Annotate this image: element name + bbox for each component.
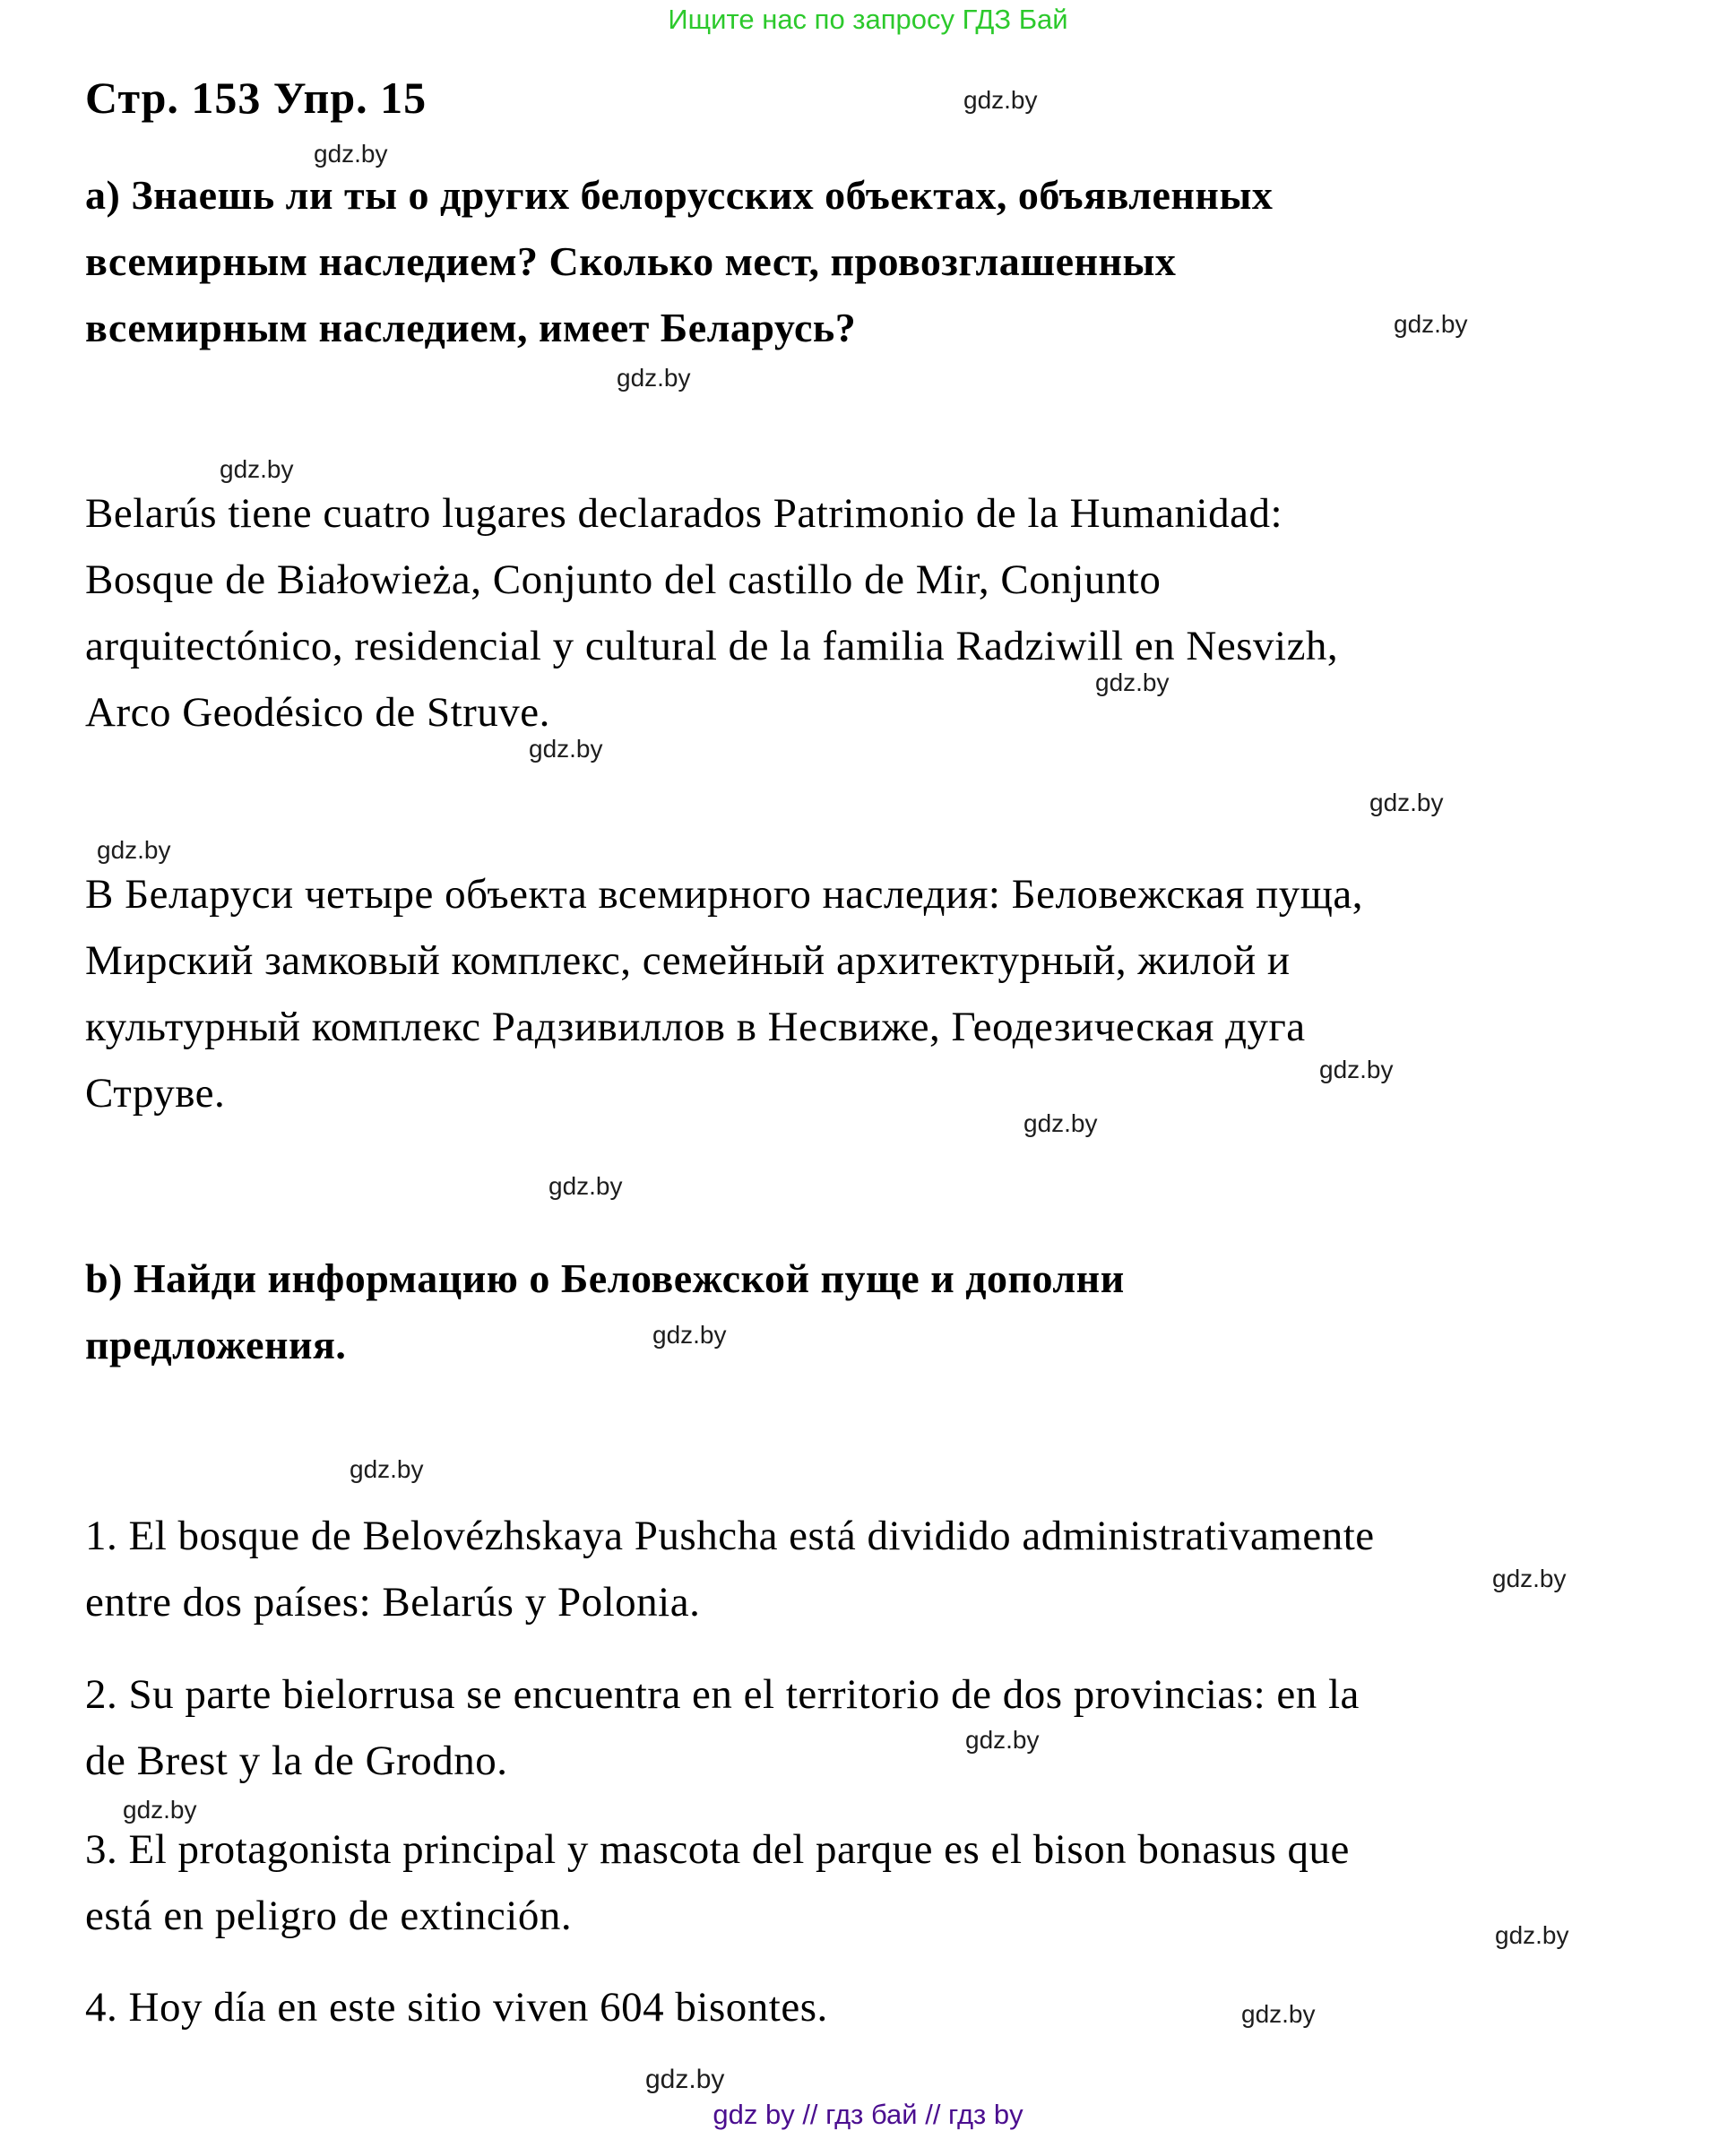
answer-russian-line: Мирский замковый комплекс, семейный архитектурный, жилой и: [85, 937, 1291, 984]
list-item-1: [85, 1503, 1375, 1635]
gdz-watermark: gdz.by: [548, 1172, 623, 1200]
answer-russian-line: Струве.: [85, 1070, 226, 1117]
list-item-line: 4. Hoy día en este sitio viven 604 bisontes.: [85, 1984, 828, 2031]
list-item-2: [85, 1661, 1360, 1794]
question-a-line: всемирным наследием? Сколько мест, провозглашенных: [85, 238, 1177, 284]
gdz-watermark: gdz.by: [963, 86, 1038, 114]
answer-russian-line: В Беларуси четыре объекта всемирного наследия: Беловежская пуща,: [85, 871, 1364, 918]
answer-russian-line: культурный комплекс Радзивиллов в Несвиже, Геодезическая дуга: [85, 1004, 1306, 1050]
answer-spanish: [85, 480, 1338, 746]
gdz-watermark: gdz.by: [1095, 668, 1170, 696]
answer-spanish-line: Belarús tiene cuatro lugares declarados Patrimonio de la Humanidad:: [85, 490, 1283, 537]
gdz-watermark: gdz.by: [529, 735, 603, 763]
question-a-line: всемирным наследием, имеет Беларусь?: [85, 305, 857, 350]
gdz-watermark: gdz.by: [1369, 789, 1444, 816]
gdz-watermark: gdz.by: [645, 2065, 725, 2094]
list-item-line: de Brest y la de Grodno.: [85, 1738, 508, 1784]
gdz-watermark: gdz.by: [1319, 1056, 1394, 1083]
footer-text: gdz by // гдз бай // гдз by: [713, 2099, 1023, 2130]
question-b-line: b) Найди информацию о Беловежской пуще и дополни: [85, 1255, 1125, 1301]
gdz-watermark: gdz.by: [617, 364, 691, 392]
answer-russian: [85, 861, 1363, 1126]
question-a: [85, 162, 1273, 361]
page-title: Стр. 153 Упр. 15: [85, 73, 428, 123]
gdz-watermark: gdz.by: [1394, 310, 1468, 338]
gdz-watermark: gdz.by: [1023, 1109, 1098, 1137]
list-item-3: [85, 1816, 1350, 1949]
gdz-watermark: gdz.by: [652, 1321, 727, 1349]
gdz-watermark: gdz.by: [1492, 1565, 1567, 1592]
gdz-watermark: gdz.by: [314, 140, 388, 168]
gdz-watermark: gdz.by: [97, 836, 171, 864]
gdz-watermark: gdz.by: [1495, 1921, 1569, 1949]
list-item-line: 1. El bosque de Belovézhskaya Pushcha está dividido administrativamente: [85, 1513, 1375, 1559]
question-b-line: предложения.: [85, 1322, 347, 1367]
question-b: [85, 1246, 1125, 1378]
gdz-watermark: gdz.by: [350, 1455, 424, 1483]
list-item-line: 3. El protagonista principal y mascota del parque es el bison bonasus que: [85, 1826, 1350, 1873]
list-item-line: está en peligro de extinción.: [85, 1893, 573, 1939]
gdz-watermark: gdz.by: [965, 1726, 1040, 1754]
answer-spanish-line: Bosque de Białowieża, Conjunto del castillo de Mir, Conjunto: [85, 556, 1162, 603]
list-item-line: entre dos países: Belarús y Polonia.: [85, 1579, 701, 1626]
answer-spanish-line: Arco Geodésico de Struve.: [85, 689, 550, 736]
answer-spanish-line: arquitectónico, residencial y cultural de la familia Radziwill en Nesvizh,: [85, 623, 1339, 669]
top-banner-text: Ищите нас по запросу ГДЗ Бай: [668, 4, 1068, 35]
list-item-line: 2. Su parte bielorrusa se encuentra en el territorio de dos provincias: en la: [85, 1671, 1360, 1718]
list-item-4: [85, 1974, 828, 2040]
gdz-watermark: gdz.by: [1241, 2000, 1316, 2028]
question-a-line: а) Знаешь ли ты о других белорусских объектах, объявленных: [85, 172, 1274, 218]
gdz-watermark: gdz.by: [123, 1796, 197, 1824]
gdz-watermark: gdz.by: [220, 455, 294, 483]
